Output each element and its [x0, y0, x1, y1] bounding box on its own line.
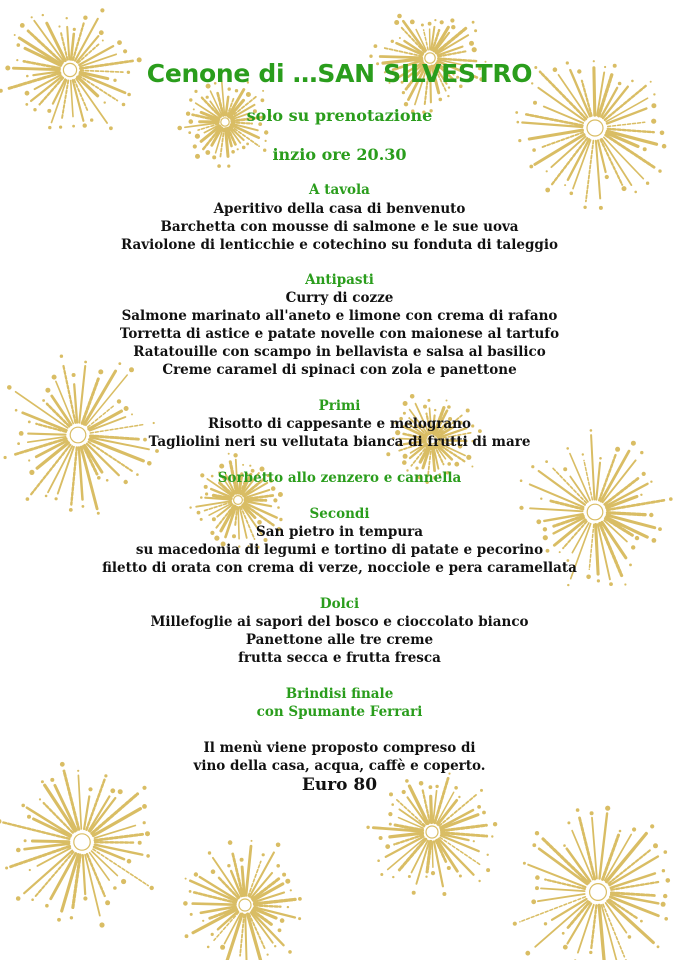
menu-item: Risotto di cappesante e melograno: [208, 416, 471, 432]
menu-item: Torretta di astice e patate novelle con maionese al tartufo: [119, 326, 560, 342]
menu-item: frutta secca e frutta fresca: [238, 650, 441, 666]
start-time: inzio ore 20.30: [272, 145, 407, 164]
inclusion-note: Il menù viene proposto compreso di: [203, 740, 476, 756]
firework-burst-icon: [183, 840, 302, 960]
menu-item: filetto di orata con crema di verze, nocciole e pera caramellata: [102, 560, 577, 576]
menu-item: su macedonia di legumi e tortino di patate e pecorino: [135, 542, 544, 558]
menu-item: Ratatouille con scampo in bellavista e salsa al basilico: [133, 344, 546, 360]
section-heading-antipasti: Antipasti: [305, 272, 374, 288]
section-heading-primi: Primi: [318, 398, 361, 414]
menu-item: Aperitivo della casa di benvenuto: [213, 201, 466, 217]
menu-item: Raviolone di lenticchie e cotechino su fonduta di taleggio: [120, 237, 558, 253]
inclusion-note: vino della casa, acqua, caffè e coperto.: [193, 758, 486, 774]
section-heading-brindisi: Brindisi finale: [285, 686, 394, 702]
section-heading-secondi: Secondi: [309, 506, 370, 522]
menu-item: Millefoglie ai sapori del bosco e cioccolato bianco: [150, 614, 529, 630]
section-heading-dolci: Dolci: [319, 596, 360, 612]
reservation-note: solo su prenotazione: [246, 106, 433, 125]
section-heading-sorbetto: Sorbetto allo zenzero e cannella: [217, 470, 462, 486]
menu-item: Curry di cozze: [285, 290, 394, 306]
menu-item: Tagliolini neri su vellutata bianca di frutti di mare: [148, 434, 531, 450]
menu-item: Creme caramel di spinaci con zola e panettone: [162, 362, 517, 378]
firework-burst-icon: [513, 806, 670, 960]
section-heading-a-tavola: A tavola: [309, 182, 370, 198]
menu-item: San pietro in tempura: [255, 524, 424, 540]
menu-item: Salmone marinato all'aneto e limone con crema di rafano: [121, 308, 558, 324]
section-heading-spumante: con Spumante Ferrari: [256, 704, 423, 720]
menu-item: Barchetta con mousse di salmone e le sue uova: [160, 219, 519, 235]
menu-title: Cenone di …SAN SILVESTRO: [146, 59, 533, 88]
menu-item: Panettone alle tre creme: [245, 632, 434, 648]
menu-price: Euro 80: [301, 775, 378, 795]
